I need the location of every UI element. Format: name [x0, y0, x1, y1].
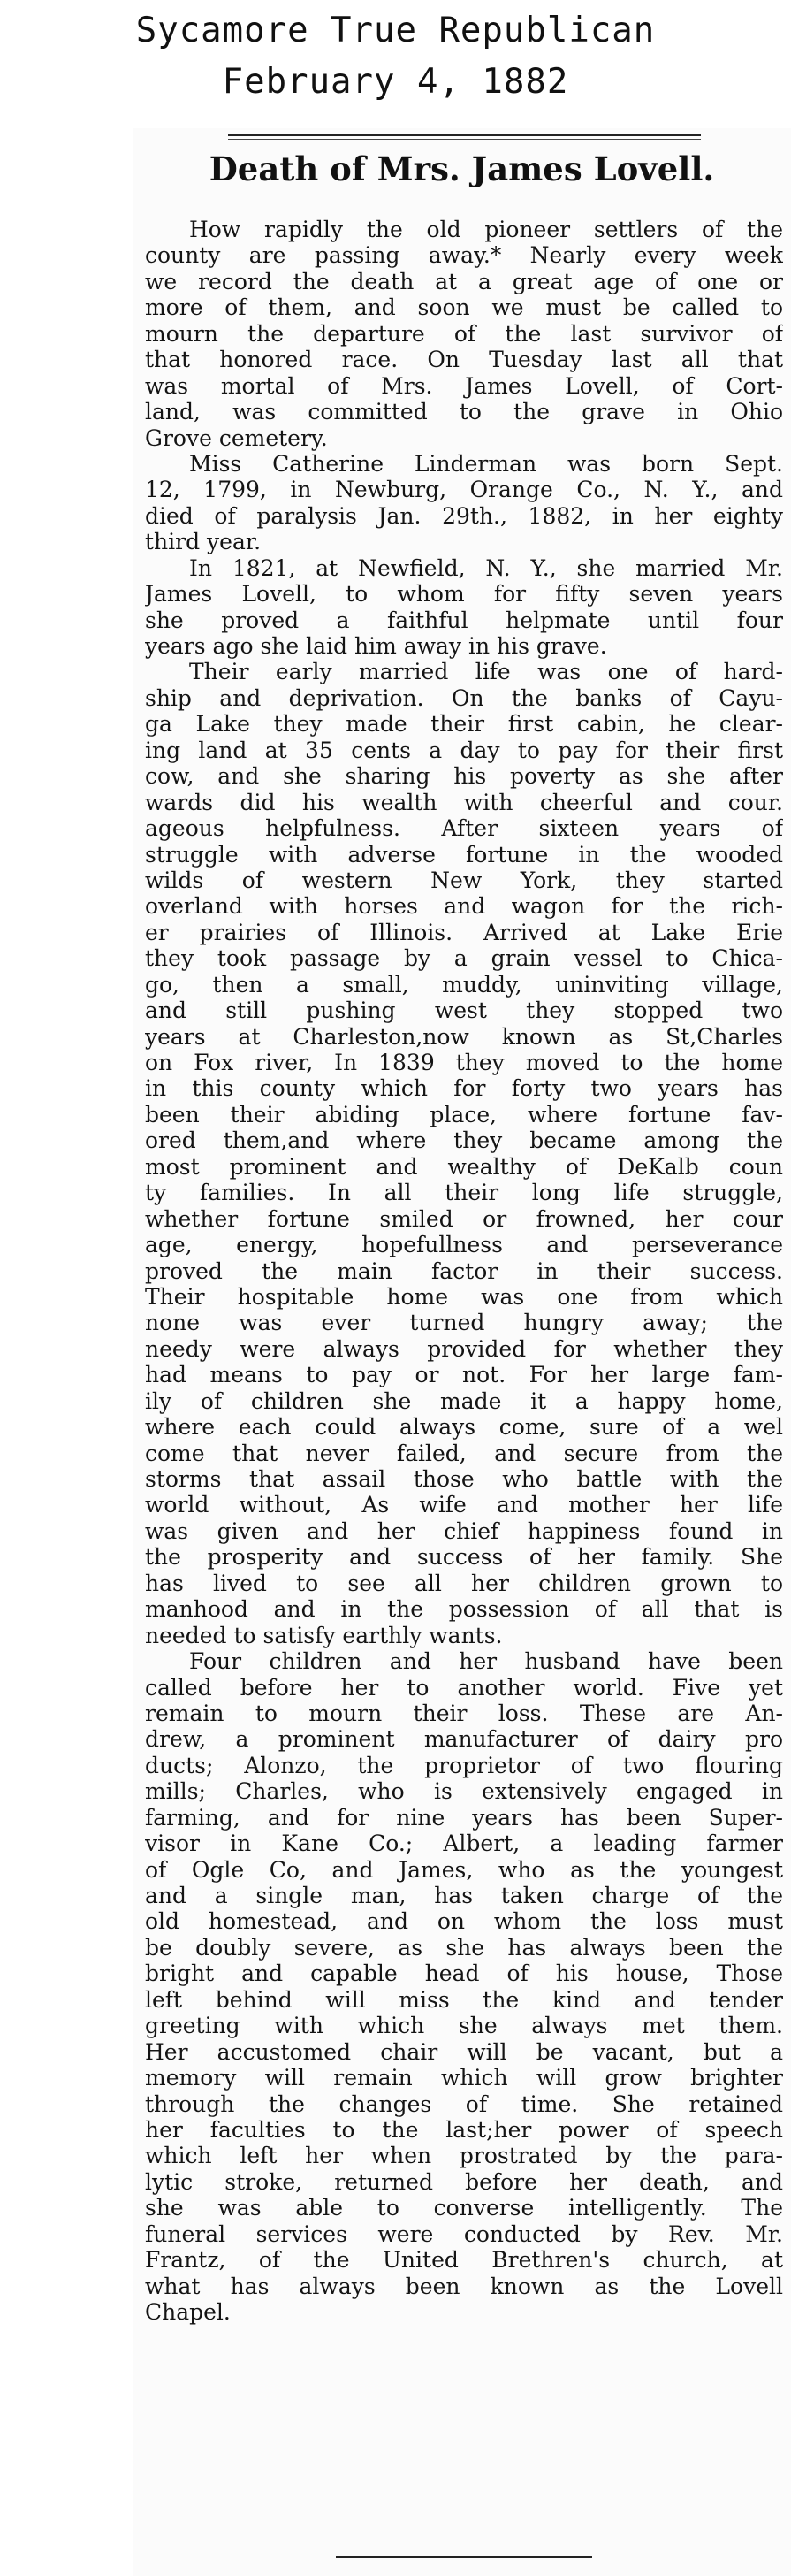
article-body: [145, 217, 783, 2325]
article-line: years at Charleston,now known as St,Charles: [145, 1023, 783, 1050]
article-line: Their hospitable home was one from which: [145, 1283, 783, 1310]
article-line: wilds of western New York, they started: [145, 867, 783, 893]
article-line: Four children and her husband have been: [189, 1648, 783, 1675]
article-line: most prominent and wealthy of DeKalb coun: [145, 1153, 783, 1180]
article-line: needy were always provided for whether they: [145, 1335, 783, 1362]
article-line: and still pushing west they stopped two: [145, 998, 783, 1024]
article-line: struggle with adverse fortune in the wooded: [145, 841, 783, 868]
article-line: Chapel.: [145, 2299, 231, 2325]
article-line: remain to mourn their loss. These are An-: [145, 1700, 783, 1726]
article-line: called before her to another world. Five yet: [145, 1674, 783, 1701]
article-line: James Lovell, to whom for fifty seven years: [145, 581, 783, 608]
article-line: years ago she laid him away in his grave.: [145, 633, 607, 659]
article-line: left behind will miss the kind and tender: [145, 1986, 783, 2013]
article-line: overland with horses and wagon for the rich-: [145, 893, 783, 920]
article-paragraph: [145, 659, 783, 1648]
article-line: 12, 1799, in Newburg, Orange Co., N. Y., and: [145, 477, 783, 503]
article-line: drew, a prominent manufacturer of dairy pro: [145, 1726, 783, 1753]
article-line: what has always been known as the Lovell: [145, 2273, 783, 2299]
article-line: needed to satisfy earthly wants.: [145, 1622, 503, 1648]
article-line: wards did his wealth with cheerful and cour.: [145, 789, 783, 815]
article-line: of Ogle Co, and James, who as the youngest: [145, 1856, 783, 1883]
article-line: visor in Kane Co.; Albert, a leading farmer: [145, 1831, 783, 1857]
article-line: ty families. In all their long life struggle,: [145, 1180, 783, 1206]
article-line: the prosperity and success of her family. She: [145, 1544, 783, 1571]
article-line: Their early married life was one of hard-: [189, 659, 783, 685]
article-headline: Death of Mrs. James Lovell.: [209, 149, 715, 188]
article-paragraph: [145, 555, 783, 660]
article-line: storms that assail those who battle with the: [145, 1466, 783, 1492]
article-line: lytic stroke, returned before her death, and: [145, 2168, 783, 2195]
article-line: ily of children she made it a happy home,: [145, 1387, 783, 1414]
article-line: er prairies of Illinois. Arrived at Lake Erie: [145, 919, 783, 945]
article-line: In 1821, at Newfield, N. Y., she married Mr.: [189, 554, 783, 581]
article-line: ored them,and where they became among the: [145, 1127, 783, 1154]
header-title: Sycamore True Republican: [135, 11, 656, 50]
article-paragraph: [145, 217, 783, 451]
article-line: we record the death at a great age of one or: [145, 268, 783, 294]
article-line: through the changes of time. She retained: [145, 2091, 783, 2117]
article-line: died of paralysis Jan. 29th., 1882, in her eighty: [145, 502, 783, 529]
article-line: How rapidly the old pioneer settlers of the: [189, 217, 783, 242]
article-line: she was able to converse intelligently. The: [145, 2195, 783, 2221]
article-line: Her accustomed chair will be vacant, but a: [145, 2038, 783, 2065]
article-line: old homestead, and on whom the loss must: [145, 1908, 783, 1935]
article-line: age, energy, hopefullness and perseverance: [145, 1232, 783, 1258]
article-line: come that never failed, and secure from the: [145, 1440, 783, 1466]
article-line: Grove cemetery.: [145, 424, 328, 451]
article-line: be doubly severe, as she has always been the: [145, 1934, 783, 1961]
article-paragraph: [145, 451, 783, 555]
article-line: which left her when prostrated by the para-: [145, 2143, 783, 2169]
article-line: mourn the departure of the last survivor of: [145, 320, 783, 347]
bottom-rule: [336, 2556, 592, 2558]
article-line: mills; Charles, who is extensively engaged in: [145, 1778, 783, 1805]
article-line: her faculties to the last;her power of speech: [145, 2116, 783, 2143]
article-line: ing land at 35 cents a day to pay for their first: [145, 737, 783, 763]
article-line: that honored race. On Tuesday last all that: [145, 347, 783, 373]
article-line: county are passing away.* Nearly every week: [145, 242, 783, 269]
article-line: more of them, and soon we must be called to: [145, 294, 783, 321]
article-line: had means to pay or not. For her large fam-: [145, 1362, 783, 1388]
header-date: February 4, 1882: [222, 62, 569, 102]
article-line: and a single man, has taken charge of the: [145, 1883, 783, 1908]
article-line: whether fortune smiled or frowned, her cour: [145, 1205, 783, 1232]
newspaper-clipping: [133, 128, 791, 2576]
article-line: was given and her chief happiness found in: [145, 1517, 783, 1544]
article-line: farming, and for nine years has been Super-: [145, 1804, 783, 1831]
article-line: cow, and she sharing his poverty as she after: [145, 763, 783, 790]
article-paragraph: [145, 1648, 783, 2325]
article-line: has lived to see all her children grown to: [145, 1570, 783, 1596]
article-line: ship and deprivation. On the banks of Cayu-: [145, 684, 783, 711]
article-line: memory will remain which will grow brighter: [145, 2065, 783, 2091]
article-line: was mortal of Mrs. James Lovell, of Cort-: [145, 372, 783, 399]
article-line: go, then a small, muddy, uninviting village,: [145, 971, 783, 998]
article-line: Frantz, of the United Brethren's church, at: [145, 2247, 783, 2274]
article-line: bright and capable head of his house, Those: [145, 1961, 783, 1987]
article-line: Miss Catherine Linderman was born Sept.: [189, 450, 783, 477]
article-line: they took passage by a grain vessel to Chica-: [145, 945, 783, 972]
top-rule-thin: [228, 139, 701, 140]
top-rule: [228, 134, 701, 136]
article-line: world without, As wife and mother her life: [145, 1492, 783, 1518]
article-line: on Fox river, In 1839 they moved to the home: [145, 1050, 783, 1075]
article-line: ga Lake they made their first cabin, he clear-: [145, 711, 783, 738]
article-line: third year.: [145, 529, 262, 555]
article-line: been their abiding place, where fortune fav-: [145, 1101, 783, 1127]
article-line: manhood and in the possession of all that is: [145, 1596, 783, 1623]
article-line: in this county which for forty two years has: [145, 1075, 783, 1102]
article-line: funeral services were conducted by Rev. Mr.: [145, 2221, 783, 2247]
article-line: land, was committed to the grave in Ohio: [145, 399, 783, 425]
article-line: ducts; Alonzo, the proprietor of two flouring: [145, 1752, 783, 1778]
article-line: none was ever turned hungry away; the: [145, 1310, 783, 1336]
article-line: she proved a faithful helpmate until four: [145, 607, 783, 633]
article-line: greeting with which she always met them.: [145, 2013, 783, 2039]
article-line: proved the main factor in their success.: [145, 1257, 783, 1284]
article-line: where each could always come, sure of a wel: [145, 1414, 783, 1441]
article-line: ageous helpfulness. After sixteen years of: [145, 815, 783, 842]
